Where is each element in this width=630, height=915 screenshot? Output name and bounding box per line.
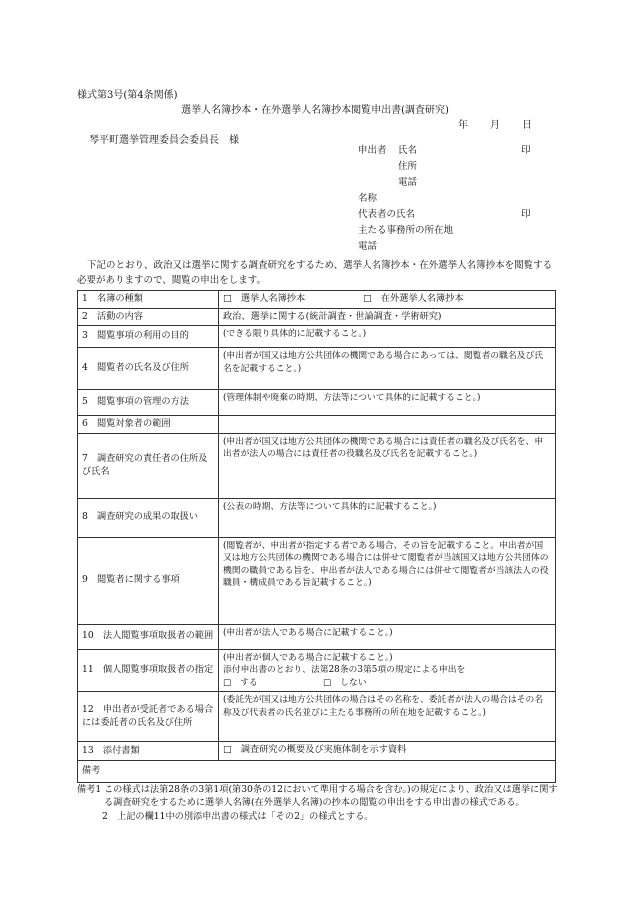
row-content[interactable]: (閲覧者が、申出者が指定する者である場合、その旨を記載すること。申出者が国又は地方公共団体の機関である場合には併せて閲覧者が当該国又は地方公共団体の機関の職員である旨を、申出者が法人である場合には併せて閲覧者が当該法人の役職員・構成員である旨記載すること。) <box>219 537 556 624</box>
checkbox-attachment[interactable]: □ 調査研究の概要及び実施体制を示す資料 <box>219 742 556 761</box>
table-row <box>78 433 556 498</box>
row-content[interactable]: (申出者が国又は地方公共団体の機関である場合にあっては、閲覧者の職名及び氏名を記載すること。) <box>219 348 556 390</box>
table-row <box>78 742 556 761</box>
row-label: 5 閲覧事項の管理の方法 <box>78 390 219 416</box>
row-label: 8 調査研究の成果の取扱い <box>78 498 219 537</box>
table-row <box>78 308 556 326</box>
remarks-note-2: 2 上記の欄11中の別添申出書の様式は「その2」の様式とする。 <box>102 811 374 822</box>
checkbox-apply[interactable]: □ する <box>223 677 258 688</box>
date-line <box>458 116 554 131</box>
seal-mark: 印 <box>521 145 531 156</box>
row-label: 6 閲覧対象者の範囲 <box>78 416 219 434</box>
row-label: 3 閲覧事項の利用の目的 <box>78 326 219 348</box>
row-content[interactable]: (申出者が国又は地方公共団体の機関である場合には責任者の職名及び氏名を、申出者が法人の場合には責任者の役職名及び氏名を記載すること。) <box>219 433 556 498</box>
row-content: 政治、選挙に関する(統計調査・世論調査・学術研究) <box>219 308 556 326</box>
applicant-address-label: 住所 <box>398 161 418 172</box>
checkbox-voter-register[interactable]: □ 選挙人名簿抄本 <box>223 293 306 304</box>
table-row <box>78 649 556 692</box>
row-content[interactable]: (公表の時期、方法等について具体的に記載すること。) <box>219 498 556 537</box>
row-label: 12 申出者が受託者である場合には委託者の氏名及び住所 <box>78 692 219 742</box>
rep-name-label: 代表者の氏名 <box>358 209 416 220</box>
row11-note: (申出者が個人である場合に記載すること。) <box>223 652 393 663</box>
row-label: 10 法人閲覧事項取扱者の範囲 <box>78 624 219 649</box>
remarks-note-1: この様式は法第28条の3第1項(第30条の12において準用する場合を含む。)の規定により、政治又は選挙に関する調査研究をするために選挙人名簿(在外選挙人名簿)の抄本の閲覧の申出をする申出書の様式である。 <box>104 784 558 808</box>
date-day: 日 <box>522 120 532 131</box>
row-content[interactable]: (申出者が法人である場合に記載すること。) <box>219 624 556 649</box>
row-content[interactable]: (委託先が国又は地方公共団体の場合はその名称を、委託者が法人の場合はその名称及び代表者の氏名並びに主たる事務所の所在地を記載すること。) <box>219 692 556 742</box>
org-phone-label: 電話 <box>358 241 378 252</box>
table-row <box>78 537 556 624</box>
row-label: 9 閲覧者に関する事項 <box>78 537 219 624</box>
remarks-box[interactable]: 備考 <box>78 761 556 783</box>
row-label: 13 添付書類 <box>78 742 219 761</box>
table-row <box>78 692 556 742</box>
row-label: 7 調査研究の責任者の住所及び氏名 <box>78 433 219 498</box>
seal-mark: 印 <box>521 209 531 220</box>
application-table <box>77 290 556 783</box>
table-row <box>78 291 556 309</box>
checkbox-not-apply[interactable]: □ しない <box>323 677 367 688</box>
document-title: 選挙人名簿抄本・在外選挙人名簿抄本閲覧申出書(調査研究) <box>181 105 449 116</box>
form-number: 様式第3号(第4条関係) <box>77 90 178 101</box>
row-content <box>219 649 556 692</box>
table-row <box>78 498 556 537</box>
intro-paragraph: 下記のとおり、政治又は選挙に関する調査研究をするため、選挙人名簿抄本・在外選挙人名簿抄本を閲覧する必要がありますので、閲覧の申出をします。 <box>77 260 553 286</box>
table-row <box>78 348 556 390</box>
table-row <box>78 761 556 783</box>
table-row <box>78 390 556 416</box>
table-row <box>78 416 556 434</box>
org-name-label: 名称 <box>358 193 378 204</box>
row-label: 2 活動の内容 <box>78 308 219 326</box>
row-content[interactable] <box>219 416 556 434</box>
row-content[interactable]: (管理体制や廃棄の時期、方法等について具体的に記載すること。) <box>219 390 556 416</box>
remarks-section <box>77 783 559 823</box>
addressee: 琴平町選挙管理委員会委員長 様 <box>89 135 239 146</box>
office-address-label: 主たる事務所の所在地 <box>358 225 454 236</box>
checkbox-overseas-register[interactable]: □ 在外選挙人名簿抄本 <box>363 293 464 304</box>
register-type-cell <box>219 291 556 309</box>
row-label: 4 閲覧者の氏名及び住所 <box>78 348 219 390</box>
applicant-name-label: 氏名 <box>398 145 418 156</box>
row-label: 11 個人閲覧事項取扱者の指定 <box>78 649 219 692</box>
table-row <box>78 326 556 348</box>
table-row <box>78 624 556 649</box>
applicant-prefix: 申出者 <box>358 145 387 156</box>
applicant-phone-label: 電話 <box>398 177 418 188</box>
row11-attachment-text: 添付申出書のとおり、法第28条の3第5項の規定による申出を <box>223 665 466 675</box>
row-label: 1 名簿の種類 <box>78 291 219 309</box>
remarks-head: 備考1 <box>77 784 102 795</box>
date-year: 年 <box>458 120 468 131</box>
row-content[interactable]: (できる限り具体的に記載すること。) <box>219 326 556 348</box>
date-month: 月 <box>490 120 500 131</box>
